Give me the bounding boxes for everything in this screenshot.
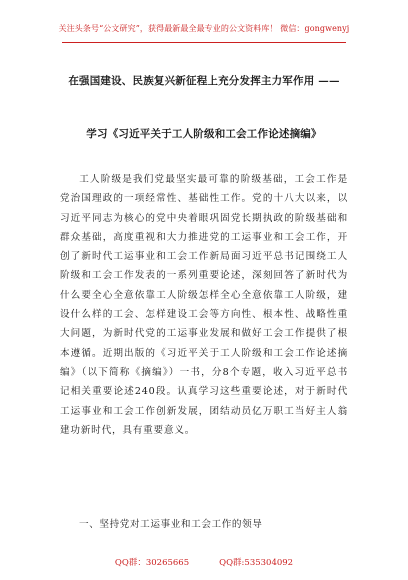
document-subtitle: 学习《习近平关于工人阶级和工会工作论述摘编》: [86, 128, 322, 140]
footer-qq-group-1: QQ群：30265665: [114, 558, 190, 568]
section-heading: 一、坚持党对工运事业和工会工作的领导: [79, 519, 263, 530]
footer-contact: [0, 556, 408, 568]
body-paragraph: 工人阶级是我们党最坚实最可靠的阶级基础，工会工作是党治国理政的一项经常性、基础性工作。党的十八大以来，以习近平同志为核心的党中央着眼巩固党长期执政的阶级基础和群众基础，高度重视和大力推进党的工运事业和工会工作，开创了新时代工运事业和工会工作新局面习近平总书记围绕工人阶级和工会工作发表的一系列重要论述，深刻回答了新时代为什么要全心全意依靠工人阶级怎样全心全意依靠工人阶级，建设什么样的工会、怎样建设工会等方向性、根本性、战略性重大问题，为新时代党的工运事业发展和做好工会工作提供了根本遵循。近期出版的《习近平关于工人阶级和工会工作论述摘编》（以下简称《摘编》）一书，分8个专题，收入习近平总书记相关重要论述240段。认真学习这些重要论述，对于新时代工运事业和工会工作创新发展，团结动员亿万职工当好主人翁建功新时代，具有重要意义。: [60, 174, 348, 436]
document-title: 在强国建设、民族复兴新征程上充分发挥主力军作用 ——: [68, 75, 340, 87]
header-divider: [62, 42, 346, 43]
header-banner: 关注头条号“公文研究”，获得最新最全最专业的公文资料库！ 微信：gongwenyj: [58, 24, 350, 33]
footer-qq-group-2: QQ群:535304092: [219, 558, 294, 568]
